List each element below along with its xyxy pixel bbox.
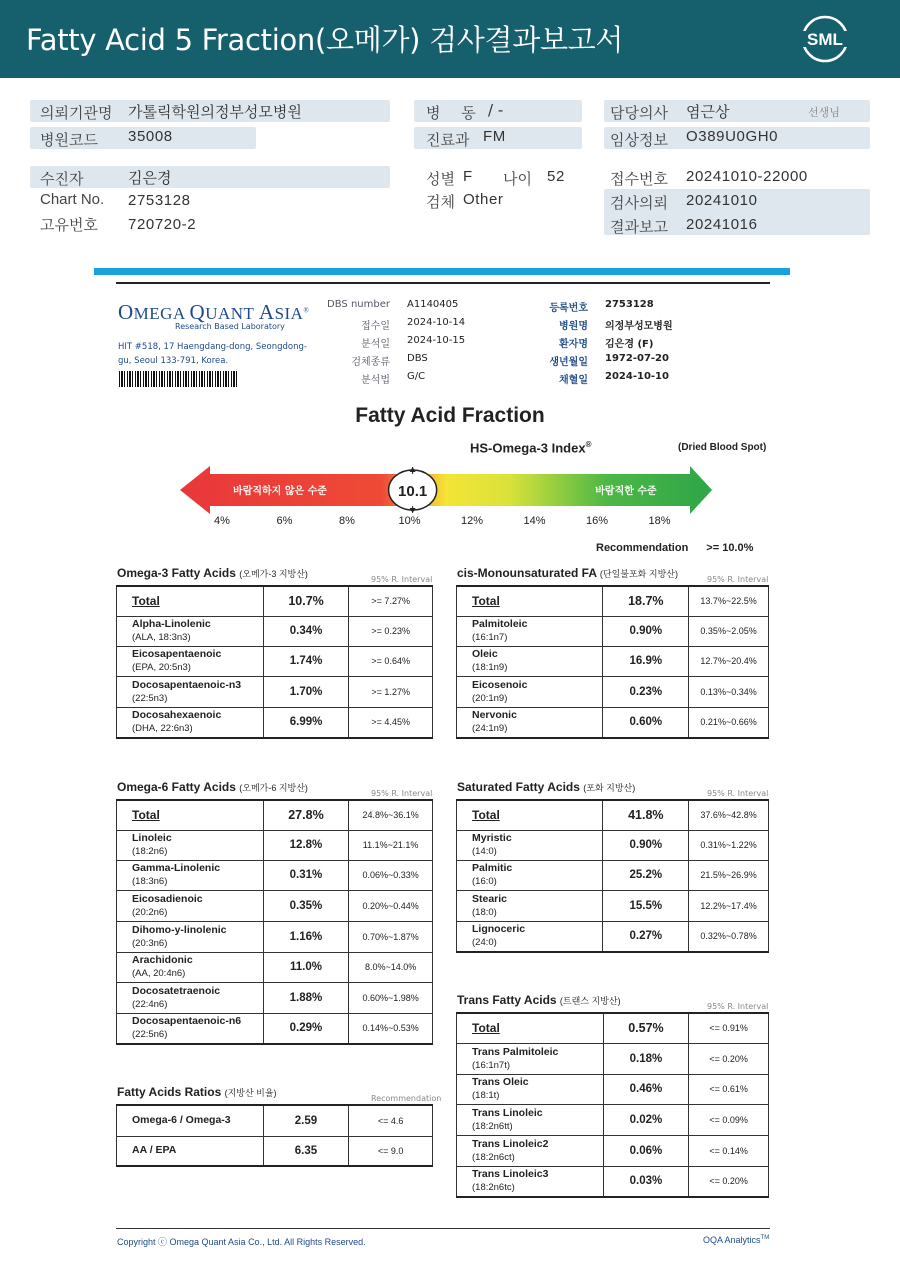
acid-value: 10.7%: [263, 586, 349, 616]
section-divider: [94, 268, 790, 275]
acid-value: 0.57%: [603, 1013, 689, 1043]
acid-name: Stearic (18:0): [457, 890, 603, 921]
acid-name: Palmitoleic (16:1n7): [457, 616, 603, 646]
acid-value: 0.27%: [603, 921, 689, 952]
sample-type: (Dried Blood Spot): [678, 442, 767, 453]
table-row: [117, 676, 433, 707]
acid-name: Trans Linoleic2 (18:2n6ct): [457, 1135, 604, 1166]
reference-range: 0.20%~0.44%: [349, 890, 433, 921]
lab-info-label: 접수일: [361, 321, 390, 332]
acid-name: Trans Linoleic (18:2n6tt): [457, 1104, 604, 1135]
table-row: [117, 616, 433, 646]
specimen-label: 검체: [426, 193, 455, 211]
lab-info-label: 환자명: [559, 339, 588, 350]
table-row: [457, 676, 769, 707]
table-row: [457, 921, 769, 952]
acid-value: 2.59: [263, 1105, 349, 1136]
table-row: [117, 921, 433, 952]
table-row: [117, 800, 433, 830]
acid-name: AA / EPA: [117, 1136, 264, 1166]
report-date-value: 20241016: [686, 216, 758, 233]
patient-name-value: 김은경: [128, 169, 172, 187]
ratios-title: Fatty Acids Ratios (지방산 비율): [117, 1085, 277, 1099]
reference-range: <= 0.91%: [689, 1013, 769, 1043]
acid-value: 11.0%: [263, 952, 349, 982]
cis-table: [456, 585, 769, 739]
acid-value: 0.06%: [603, 1135, 689, 1166]
trans-table: [456, 1012, 769, 1198]
acid-value: 18.7%: [603, 586, 689, 616]
omega3-index-gauge: [170, 462, 730, 518]
gauge-tick: 16%: [585, 515, 609, 527]
acid-name: Docosahexaenoic (DHA, 22:6n3): [117, 707, 264, 738]
acid-value: 0.90%: [603, 830, 689, 860]
acid-value: 0.03%: [603, 1166, 689, 1197]
receipt-label: 접수번호: [610, 170, 668, 188]
table-row: [457, 830, 769, 860]
acid-name: Eicosapentaenoic (EPA, 20:5n3): [117, 646, 264, 676]
table-row: [117, 1105, 433, 1136]
lab-info-value: 2024-10-10: [605, 371, 669, 382]
institution-value: 가톨릭학원의정부성모병원: [128, 103, 302, 121]
acid-name: Dihomo-y-linolenic (20:3n6): [117, 921, 264, 952]
lab-info-value: 2024-10-15: [407, 335, 466, 346]
reference-range: <= 0.20%: [689, 1166, 769, 1197]
reference-range: 12.2%~17.4%: [689, 890, 769, 921]
patient-id-label: 고유번호: [40, 216, 98, 234]
table-row: [117, 707, 433, 738]
lab-subtitle: Research Based Laboratory: [175, 322, 285, 331]
lab-info-value: A1140405: [407, 299, 459, 310]
lab-info-label: 검체종류: [351, 357, 390, 368]
reference-range: <= 0.14%: [689, 1135, 769, 1166]
chart-value: 2753128: [128, 192, 191, 209]
acid-value: 0.18%: [603, 1043, 689, 1074]
table-row: [457, 707, 769, 738]
acid-name: Trans Palmitoleic (16:1n7t): [457, 1043, 604, 1074]
table-row: [457, 616, 769, 646]
acid-name: Myristic (14:0): [457, 830, 603, 860]
gauge-tick: 6%: [276, 515, 293, 527]
sex-label: 성별: [426, 170, 455, 188]
acid-value: 6.35: [263, 1136, 349, 1166]
omega6-interval-header: 95% R. Interval: [371, 789, 433, 798]
lab-info-label: DBS number: [327, 299, 390, 310]
acid-value: 0.02%: [603, 1104, 689, 1135]
gauge-tick: 14%: [523, 515, 546, 527]
lab-info-label: 병원명: [559, 321, 588, 332]
acid-value: 1.74%: [263, 646, 349, 676]
trans-interval-header: 95% R. Interval: [707, 1002, 769, 1011]
reference-range: 0.14%~0.53%: [349, 1013, 433, 1044]
acid-name: Total: [457, 1013, 604, 1043]
gauge-tick: 4%: [214, 515, 230, 527]
age-label: 나이: [503, 170, 532, 188]
omega3-title: Omega-3 Fatty Acids (오메가-3 지방산): [117, 566, 308, 580]
reference-range: 21.5%~26.9%: [689, 860, 769, 890]
hospcode-value: 35008: [128, 128, 173, 145]
table-row: [117, 1013, 433, 1044]
acid-name: Eicosenoic (20:1n9): [457, 676, 603, 707]
ward-value: / -: [488, 101, 504, 119]
acid-value: 0.60%: [603, 707, 689, 738]
acid-value: 1.88%: [263, 982, 349, 1013]
reference-range: <= 4.6: [349, 1105, 433, 1136]
reference-range: <= 0.09%: [689, 1104, 769, 1135]
ratios-interval-header: Recommendation: [371, 1094, 442, 1103]
fraction-title: Fatty Acid Fraction: [355, 404, 545, 427]
clinical-value: O389U0GH0: [686, 128, 779, 145]
report-title: Fatty Acid 5 Fraction(오메가) 검사결과보고서: [26, 23, 624, 57]
table-row: [457, 860, 769, 890]
reference-range: 0.13%~0.34%: [689, 676, 769, 707]
acid-value: 0.31%: [263, 860, 349, 890]
reference-range: 0.32%~0.78%: [689, 921, 769, 952]
acid-value: 16.9%: [603, 646, 689, 676]
saturated-table: [456, 799, 769, 953]
sml-logo-text: SML: [807, 30, 843, 49]
reference-range: 12.7%~20.4%: [689, 646, 769, 676]
acid-name: Lignoceric (24:0): [457, 921, 603, 952]
request-value: 20241010: [686, 192, 758, 209]
footer-rule: [116, 1228, 770, 1229]
acid-value: 1.70%: [263, 676, 349, 707]
acid-value: 0.46%: [603, 1074, 689, 1104]
acid-name: Total: [117, 586, 264, 616]
acid-name: Arachidonic (AA, 20:4n6): [117, 952, 264, 982]
name-row-bg: [30, 166, 390, 188]
acid-name: Trans Linoleic3 (18:2n6tc): [457, 1166, 604, 1197]
lab-top-rule: [116, 282, 770, 284]
lab-info-value: 1972-07-20: [605, 353, 669, 364]
acid-value: 0.29%: [263, 1013, 349, 1044]
cis-title: cis-Monounsaturated FA (단일불포화 지방산): [457, 566, 678, 580]
reference-range: 0.35%~2.05%: [689, 616, 769, 646]
dept-value: FM: [483, 128, 506, 145]
report-date-label: 결과보고: [610, 218, 668, 236]
acid-name: Docosapentaenoic-n6 (22:5n6): [117, 1013, 264, 1044]
gauge-tick: 8%: [339, 515, 355, 527]
acid-name: Alpha-Linolenic (ALA, 18:3n3): [117, 616, 264, 646]
reference-range: 0.60%~1.98%: [349, 982, 433, 1013]
acid-name: Trans Oleic (18:1t): [457, 1074, 604, 1104]
chart-label: Chart No.: [40, 191, 105, 208]
saturated-interval-header: 95% R. Interval: [707, 789, 769, 798]
reference-range: 11.1%~21.1%: [349, 830, 433, 860]
reference-range: 24.8%~36.1%: [349, 800, 433, 830]
lab-info-label: 등록번호: [549, 303, 588, 314]
acid-value: 0.34%: [263, 616, 349, 646]
cis-interval-header: 95% R. Interval: [707, 575, 769, 584]
reference-range: 0.70%~1.87%: [349, 921, 433, 952]
table-row: [457, 890, 769, 921]
ratios-table: [116, 1104, 433, 1167]
doctor-value: 염근상: [686, 103, 730, 121]
reference-range: 0.21%~0.66%: [689, 707, 769, 738]
patient-id-value: 720720-2: [128, 216, 197, 233]
lab-info-value: 2753128: [605, 299, 654, 310]
reference-range: 13.7%~22.5%: [689, 586, 769, 616]
gauge-tick: 18%: [648, 515, 671, 527]
reference-range: 0.31%~1.22%: [689, 830, 769, 860]
hospcode-label: 병원코드: [40, 131, 98, 149]
reference-range: >= 4.45%: [349, 707, 433, 738]
reference-range: >= 1.27%: [349, 676, 433, 707]
lab-info-value: 김은경 (F): [605, 339, 654, 350]
lab-logo: OMEGA QUANT ASIA®: [118, 300, 310, 324]
table-row: [117, 1136, 433, 1166]
acid-value: 0.90%: [603, 616, 689, 646]
hs-omega3-label: HS-Omega-3 Index®: [470, 440, 592, 456]
saturated-title: Saturated Fatty Acids (포화 지방산): [457, 780, 636, 794]
sex-value: F: [463, 168, 473, 185]
reference-range: 8.0%~14.0%: [349, 952, 433, 982]
copyright: Copyright ⓒ Omega Quant Asia Co., Ltd. All Rights Reserved.: [117, 1237, 366, 1247]
table-row: [457, 1166, 769, 1197]
table-row: [457, 800, 769, 830]
lab-info-value: G/C: [407, 371, 426, 382]
table-row: [457, 1013, 769, 1043]
acid-value: 6.99%: [263, 707, 349, 738]
acid-name: Nervonic (24:1n9): [457, 707, 603, 738]
acid-name: Total: [117, 800, 264, 830]
reference-range: <= 0.20%: [689, 1043, 769, 1074]
gauge-value: 10.1: [398, 483, 428, 500]
reference-range: <= 9.0: [349, 1136, 433, 1166]
trans-title: Trans Fatty Acids (트랜스 지방산): [457, 993, 621, 1007]
acid-value: 12.8%: [263, 830, 349, 860]
doctor-label: 담당의사: [610, 104, 668, 122]
specimen-value: Other: [463, 191, 504, 208]
dept-label: 진료과: [426, 131, 470, 149]
barcode: [119, 371, 239, 387]
acid-value: 0.35%: [263, 890, 349, 921]
acid-name: Oleic (18:1n9): [457, 646, 603, 676]
table-row: [117, 830, 433, 860]
table-row: [457, 646, 769, 676]
acid-name: Docosatetraenoic (22:4n6): [117, 982, 264, 1013]
acid-name: Total: [457, 586, 603, 616]
sml-logo: [800, 14, 850, 64]
gauge-tick: 10%: [398, 515, 421, 527]
acid-name: Eicosadienoic (20:2n6): [117, 890, 264, 921]
lab-info-label: 생년월일: [549, 357, 588, 368]
institution-label: 의뢰기관명: [40, 104, 113, 122]
table-row: [117, 952, 433, 982]
gauge-bad-label: 바람직하지 않은 수준: [233, 486, 327, 497]
lab-info-value: 2024-10-14: [407, 317, 466, 328]
acid-name: Palmitic (16:0): [457, 860, 603, 890]
acid-value: 0.23%: [603, 676, 689, 707]
omega6-table: [116, 799, 433, 1045]
lab-info-label: 채혈일: [559, 375, 588, 386]
reference-range: 0.06%~0.33%: [349, 860, 433, 890]
receipt-value: 20241010-22000: [686, 168, 808, 185]
acid-value: 15.5%: [603, 890, 689, 921]
reference-range: >= 7.27%: [349, 586, 433, 616]
table-row: [457, 1043, 769, 1074]
omega3-interval-header: 95% R. Interval: [371, 575, 433, 584]
reference-range: <= 0.61%: [689, 1074, 769, 1104]
gauge-tick: 12%: [460, 515, 484, 527]
acid-name: Total: [457, 800, 603, 830]
acid-value: 41.8%: [603, 800, 689, 830]
gauge-good-label: 바람직한 수준: [595, 486, 657, 497]
lab-info-label: 분석일: [361, 339, 390, 350]
acid-name: Omega-6 / Omega-3: [117, 1105, 264, 1136]
reference-range: >= 0.23%: [349, 616, 433, 646]
table-row: [117, 860, 433, 890]
acid-name: Docosapentaenoic-n3 (22:5n3): [117, 676, 264, 707]
acid-value: 1.16%: [263, 921, 349, 952]
doctor-suffix: 선생님: [808, 106, 840, 119]
reference-range: >= 0.64%: [349, 646, 433, 676]
table-row: [117, 890, 433, 921]
patient-name-label: 수진자: [40, 170, 84, 188]
lab-info-label: 분석법: [361, 375, 390, 386]
table-row: [457, 1104, 769, 1135]
ward-label: 병 동: [426, 104, 484, 122]
lab-address: HIT #518, 17 Haengdang-dong, Seongdong-gu, Seoul 133-791, Korea.: [118, 342, 307, 366]
acid-name: Linoleic (18:2n6): [117, 830, 264, 860]
recommendation: Recommendation >= 10.0%: [596, 542, 754, 554]
table-row: [457, 1135, 769, 1166]
table-row: [117, 646, 433, 676]
table-row: [457, 1074, 769, 1104]
table-row: [117, 982, 433, 1013]
request-label: 검사의뢰: [610, 194, 668, 212]
table-row: [457, 586, 769, 616]
gauge-marker: [389, 467, 437, 513]
acid-name: Gamma-Linolenic (18:3n6): [117, 860, 264, 890]
lab-info-value: DBS: [407, 353, 428, 364]
age-value: 52: [547, 168, 565, 185]
acid-value: 25.2%: [603, 860, 689, 890]
omega6-title: Omega-6 Fatty Acids (오메가-6 지방산): [117, 780, 308, 794]
table-row: [117, 586, 433, 616]
acid-value: 27.8%: [263, 800, 349, 830]
reference-range: 37.6%~42.8%: [689, 800, 769, 830]
lab-info-value: 의정부성모병원: [605, 321, 673, 332]
oqa-analytics-brand: OQA Analytics™: [703, 1235, 770, 1245]
omega3-table: [116, 585, 433, 739]
clinical-label: 임상정보: [610, 131, 668, 149]
